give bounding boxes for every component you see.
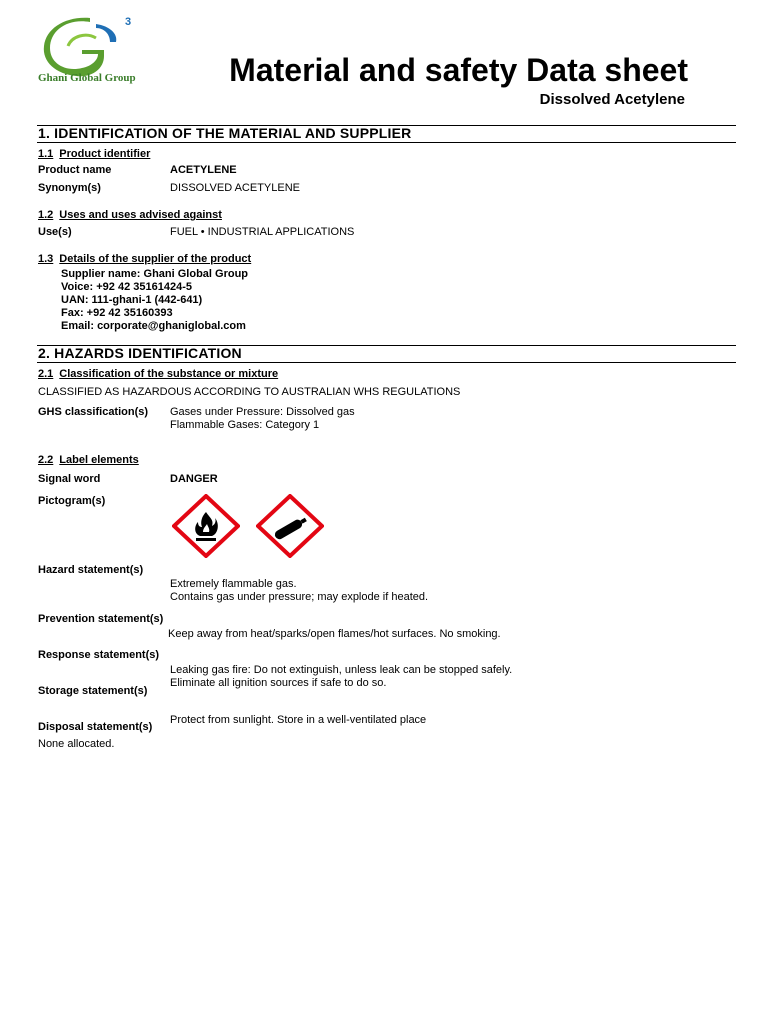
subsection-1-2-title: 1.2 Uses and uses advised against bbox=[38, 209, 222, 221]
classification-statement: CLASSIFIED AS HAZARDOUS ACCORDING TO AUSTRALIAN WHS REGULATIONS bbox=[38, 386, 461, 398]
company-logo-text: Ghani Global Group bbox=[38, 72, 136, 84]
synonyms-label: Synonym(s) bbox=[38, 182, 101, 194]
hazard-statement-values bbox=[170, 578, 428, 604]
flame-icon bbox=[172, 494, 240, 558]
synonyms-value: DISSOLVED ACETYLENE bbox=[170, 182, 301, 194]
section-2-header bbox=[37, 345, 736, 363]
uses-label: Use(s) bbox=[38, 226, 72, 238]
supplier-email: Email: corporate@ghaniglobal.com bbox=[61, 320, 246, 332]
section-2-title: 2. HAZARDS IDENTIFICATION bbox=[38, 345, 242, 361]
disposal-statement-value: None allocated. bbox=[38, 738, 115, 750]
product-name-label: Product name bbox=[38, 164, 112, 176]
subsection-2-2-title: 2.2 Label elements bbox=[38, 454, 139, 466]
product-name-value: ACETYLENE bbox=[170, 164, 237, 176]
document-subtitle: Dissolved Acetylene bbox=[539, 91, 685, 108]
supplier-fax: Fax: +92 42 35160393 bbox=[61, 307, 173, 319]
document-title: Material and safety Data sheet bbox=[229, 52, 688, 88]
hazard-statement-label: Hazard statement(s) bbox=[38, 564, 144, 576]
ghs-classification-item: Flammable Gases: Category 1 bbox=[170, 419, 320, 431]
response-statement-item: Eliminate all ignition sources if safe to do so. bbox=[170, 677, 387, 689]
supplier-voice: Voice: +92 42 35161424-5 bbox=[61, 281, 192, 293]
storage-statement-value: Protect from sunlight. Store in a well-ventilated place bbox=[170, 714, 427, 726]
supplier-uan: UAN: 111-ghani-1 (442-641) bbox=[61, 294, 203, 306]
subsection-2-1-title: 2.1 Classification of the substance or mixture bbox=[38, 368, 279, 380]
pictogram-label: Pictogram(s) bbox=[38, 495, 106, 507]
storage-statement-label: Storage statement(s) bbox=[38, 685, 148, 697]
section-1-header bbox=[37, 125, 736, 143]
hazard-statement-item: Contains gas under pressure; may explode if heated. bbox=[170, 591, 429, 603]
ghs-classification-item: Gases under Pressure: Dissolved gas bbox=[170, 406, 355, 418]
disposal-statement-label: Disposal statement(s) bbox=[38, 721, 153, 733]
signal-word-value: DANGER bbox=[170, 473, 218, 485]
section-1-title: 1. IDENTIFICATION OF THE MATERIAL AND SUPPLIER bbox=[38, 125, 412, 141]
ghs-classification-label: GHS classification(s) bbox=[38, 406, 149, 418]
prevention-statement-label: Prevention statement(s) bbox=[38, 613, 164, 625]
response-statement-item: Leaking gas fire: Do not extinguish, unless leak can be stopped safely. bbox=[170, 664, 513, 676]
supplier-name: Supplier name: Ghani Global Group bbox=[61, 268, 249, 280]
subsection-1-1-title: 1.1 Product identifier bbox=[38, 148, 151, 160]
hazard-statement-item: Extremely flammable gas. bbox=[170, 578, 297, 590]
supplier-details bbox=[61, 268, 248, 333]
gas-cylinder-icon bbox=[256, 494, 324, 558]
subsection-1-3-title: 1.3 Details of the supplier of the product bbox=[38, 253, 252, 265]
prevention-statement-value: Keep away from heat/sparks/open flames/hot surfaces. No smoking. bbox=[168, 628, 501, 640]
signal-word-label: Signal word bbox=[38, 473, 101, 485]
logo-superscript: 3 bbox=[125, 16, 132, 28]
uses-value: FUEL • INDUSTRIAL APPLICATIONS bbox=[170, 226, 355, 238]
response-statement-label: Response statement(s) bbox=[38, 649, 160, 661]
response-statement-values bbox=[170, 664, 512, 690]
ghs-classification-values bbox=[170, 406, 355, 432]
